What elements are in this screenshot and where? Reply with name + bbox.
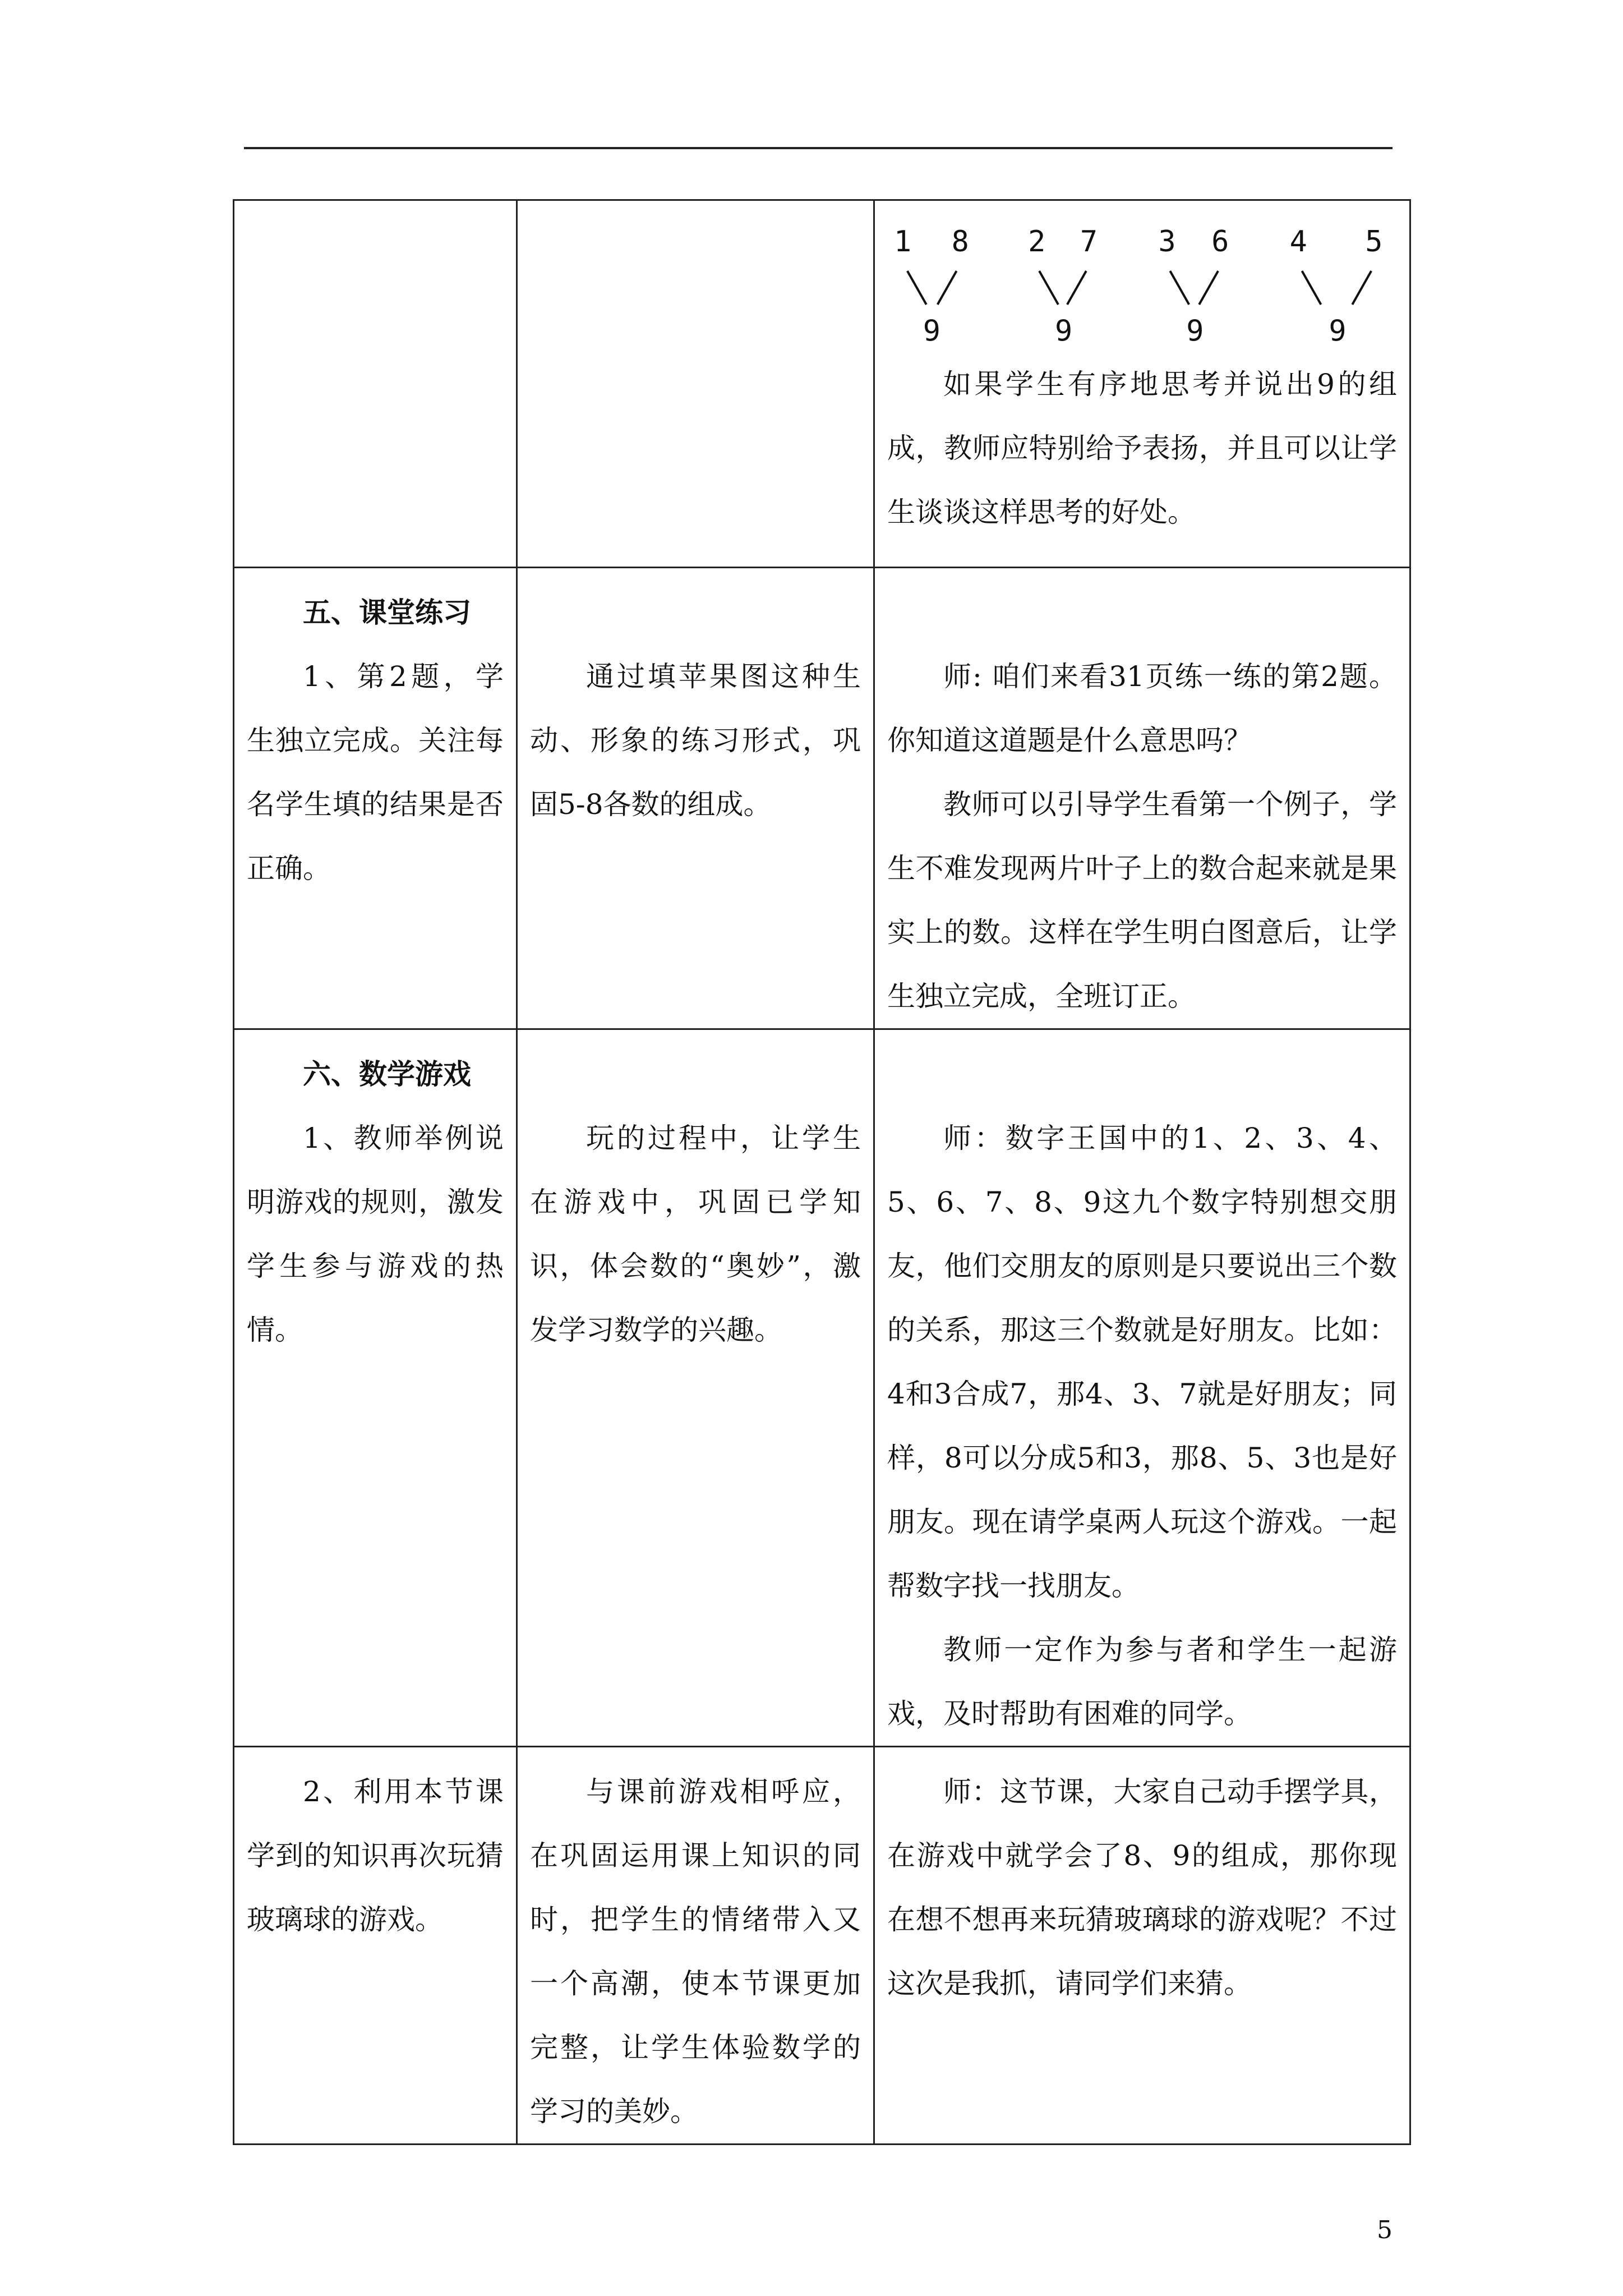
table-row <box>234 1747 1410 2145</box>
activity-paragraph: 师：数字王国中的1、2、3、4、5、6、7、8、9这九个数字特别想交朋友，他们交朋友的原则是只要说出三个数的关系，那这三个数就是好朋友。比如：4和3合成7，那4、3、7就是好朋友；同样，8可以分成5和3，那8、5、3也是好朋友。现在请学桌两人玩这个游戏。一起帮数字找一找朋友。 <box>887 1122 1397 1602</box>
cell-activity <box>874 1029 1410 1747</box>
pair-total-number: 9 <box>1055 314 1073 348</box>
pair-total-number: 9 <box>923 314 940 348</box>
section-heading: 五、课堂练习 <box>303 596 471 629</box>
pair-left-number: 3 <box>1158 225 1176 259</box>
composition-pair <box>1290 225 1383 348</box>
intent-paragraph: 与课前游戏相呼应，在巩固运用课上知识的同时，把学生的情绪带入又一个高潮，使本节课更加完整，让学生体验数学的学习的美妙。 <box>530 1775 861 2128</box>
activity-paragraph: 教师可以引导学生看第一个例子，学生不难发现两片叶子上的数合起来就是果实上的数。这样在学生明白图意后，让学生独立完成，全班订正。 <box>887 788 1397 1013</box>
intent-paragraph: 玩的过程中，让学生在游戏中，巩固已学知识，体会数的“奥妙”，激发学习数学的兴趣。 <box>530 1122 861 1346</box>
pair-left-number: 4 <box>1289 225 1307 259</box>
pair-left-number: 1 <box>893 225 912 259</box>
composition-of-nine-diagram <box>887 201 1397 352</box>
cell-intent <box>517 1029 874 1747</box>
cell-activity <box>874 568 1410 1029</box>
branch-line <box>1352 271 1371 305</box>
composition-pair <box>1158 225 1229 348</box>
branch-line <box>1199 271 1218 305</box>
activity-paragraph: 师：这节课，大家自己动手摆学具，在游戏中就学会了8、9的组成，那你现在想不想再来玩猜玻璃球的游戏呢？不过这次是我抓，请同学们来猜。 <box>887 1775 1397 2000</box>
pair-right-number: 5 <box>1365 225 1383 259</box>
cell-process <box>234 568 517 1029</box>
branch-line <box>907 271 926 305</box>
process-paragraph: 1、第2题，学生独立完成。关注每名学生填的结果是否正确。 <box>247 660 504 885</box>
branch-line <box>938 271 957 305</box>
activity-paragraph: 如果学生有序地思考并说出9的组成，教师应特别给予表扬，并且可以让学生谈谈这样思考的好处。 <box>887 368 1397 528</box>
branch-line <box>1067 271 1086 305</box>
table-row <box>234 568 1410 1029</box>
composition-pair <box>1028 225 1098 348</box>
pair-total-number: 9 <box>1186 314 1204 348</box>
lesson-plan-table <box>233 199 1411 2145</box>
page-number: 5 <box>1377 2216 1393 2244</box>
cell-process <box>234 1029 517 1747</box>
branch-line <box>1039 271 1058 305</box>
activity-paragraph: 教师一定作为参与者和学生一起游戏，及时帮助有困难的同学。 <box>887 1634 1397 1730</box>
activity-paragraph: 师: 咱们来看31页练一练的第2题。你知道这道题是什么意思吗？ <box>887 660 1397 757</box>
cell-intent <box>517 200 874 568</box>
pair-right-number: 8 <box>951 225 969 259</box>
cell-activity <box>874 200 1410 568</box>
composition-pair <box>894 225 969 348</box>
header-rule <box>244 147 1393 149</box>
pair-right-number: 6 <box>1211 225 1229 259</box>
cell-process <box>234 1747 517 2145</box>
cell-activity <box>874 1747 1410 2145</box>
process-paragraph: 1、教师举例说明游戏的规则，激发学生参与游戏的热情。 <box>247 1122 504 1346</box>
cell-intent <box>517 1747 874 2145</box>
pair-right-number: 7 <box>1080 225 1098 259</box>
cell-process <box>234 200 517 568</box>
table-row <box>234 1029 1410 1747</box>
branch-line <box>1170 271 1189 305</box>
pair-left-number: 2 <box>1028 225 1046 259</box>
process-paragraph: 2、利用本节课学到的知识再次玩猜玻璃球的游戏。 <box>247 1775 504 1936</box>
table-row <box>234 200 1410 568</box>
branch-line <box>1302 271 1321 305</box>
cell-intent <box>517 568 874 1029</box>
pair-total-number: 9 <box>1329 314 1347 348</box>
section-heading: 六、数学游戏 <box>303 1057 471 1091</box>
intent-paragraph: 通过填苹果图这种生动、形象的练习形式，巩固5-8各数的组成。 <box>530 660 861 821</box>
